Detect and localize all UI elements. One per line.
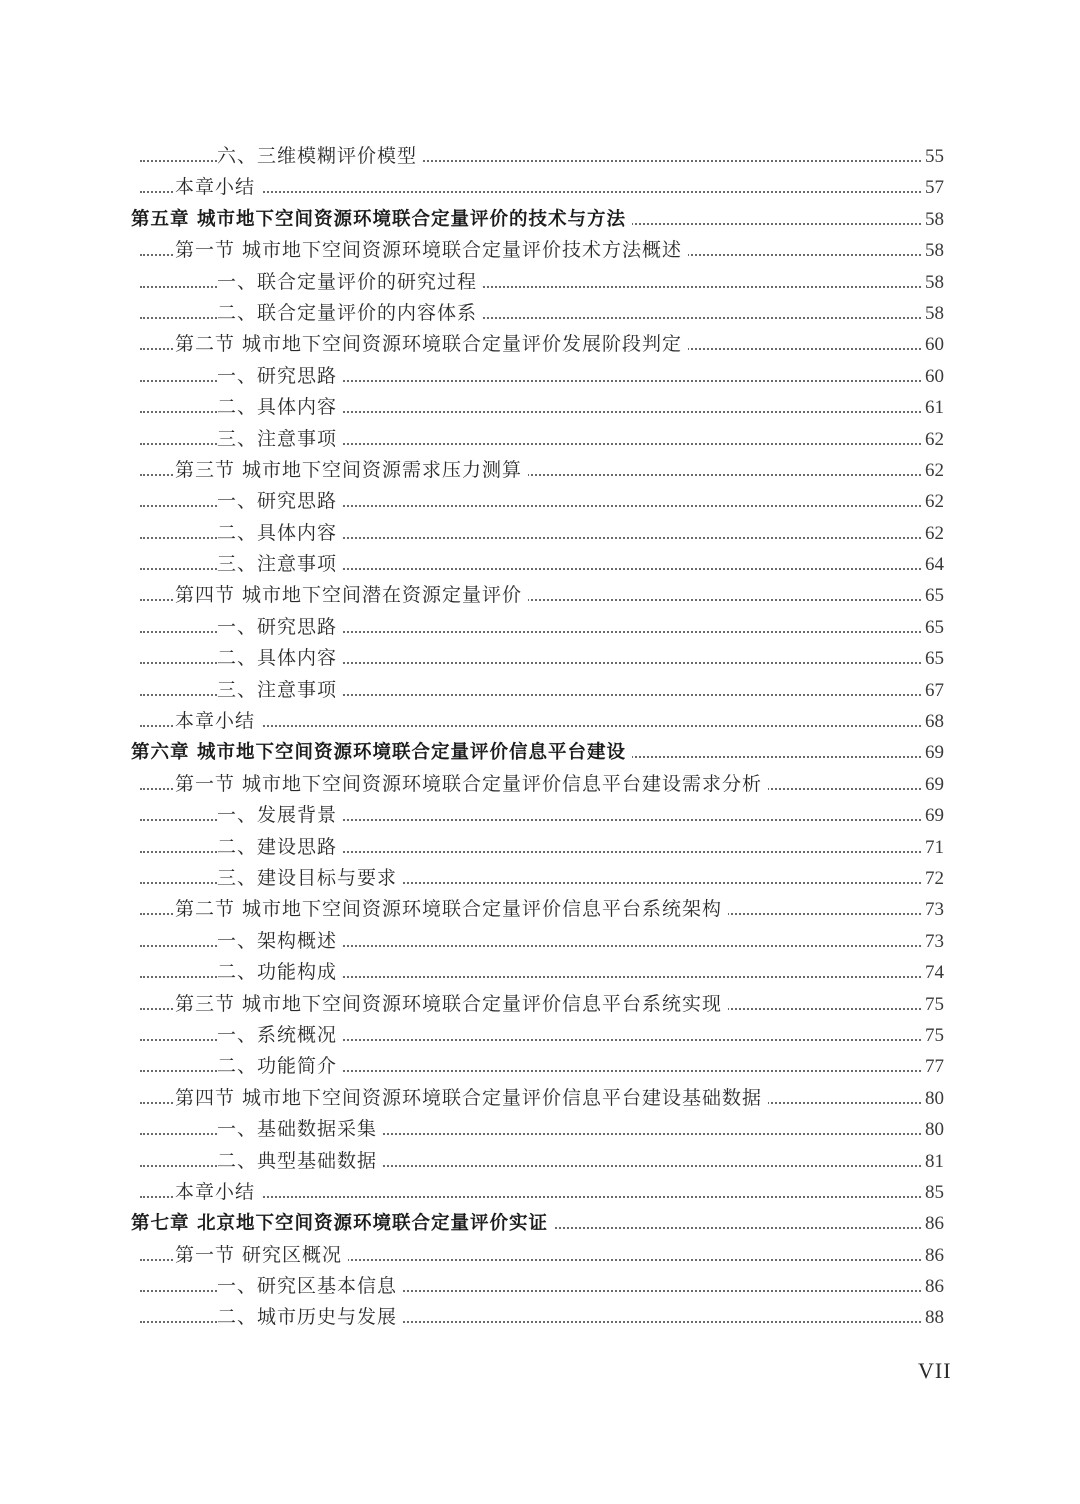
toc-entry-title: 第一节 城市地下空间资源环境联合定量评价信息平台建设需求分析	[175, 769, 768, 800]
toc-entry-title: 第一节 研究区概况	[175, 1240, 348, 1271]
toc-entry-title: 二、建设思路	[217, 832, 343, 863]
toc-entry-title: 本章小结	[175, 172, 261, 203]
toc-entry-page: 62	[921, 455, 944, 486]
toc-entry-section	[0, 1083, 1080, 1114]
toc-entry-chapter	[0, 737, 1080, 768]
toc-entry-title: 一、基础数据采集	[217, 1114, 383, 1145]
toc-entry-title: 本章小结	[175, 706, 261, 737]
toc-entry-title: 第六章 城市地下空间资源环境联合定量评价信息平台建设	[131, 737, 632, 768]
toc-entry-title: 二、典型基础数据	[217, 1146, 383, 1177]
toc-entry-title: 第四节 城市地下空间潜在资源定量评价	[175, 580, 528, 611]
toc-entry-page: 69	[921, 737, 944, 768]
toc-entry-title: 第二节 城市地下空间资源环境联合定量评价发展阶段判定	[175, 329, 688, 360]
toc-entry-page: 57	[921, 172, 944, 203]
toc-entry-title: 一、研究思路	[217, 361, 343, 392]
toc-entry-item	[0, 800, 1080, 831]
toc-entry-section	[0, 172, 1080, 203]
toc-entry-page: 62	[921, 424, 944, 455]
toc-entry-item	[0, 486, 1080, 517]
toc-entry-page: 62	[921, 486, 944, 517]
toc-entry-item	[0, 298, 1080, 329]
toc-entry-page: 58	[921, 298, 944, 329]
toc-entry-section	[0, 1240, 1080, 1271]
toc-entry-item	[0, 926, 1080, 957]
toc-entry-page: 75	[921, 989, 944, 1020]
toc-entry-title: 一、研究思路	[217, 612, 343, 643]
toc-entry-title: 一、发展背景	[217, 800, 343, 831]
toc-entry-title: 二、功能构成	[217, 957, 343, 988]
toc-entry-page: 69	[921, 769, 944, 800]
toc-entry-item	[0, 863, 1080, 894]
toc-entry-chapter	[0, 1208, 1080, 1239]
toc-entry-page: 65	[921, 612, 944, 643]
toc-entry-page: 75	[921, 1020, 944, 1051]
toc-entry-item	[0, 675, 1080, 706]
toc-entry-page: 64	[921, 549, 944, 580]
toc-entry-section	[0, 329, 1080, 360]
toc-entry-item	[0, 1302, 1080, 1333]
toc-entry-page: 69	[921, 800, 944, 831]
toc-entry-section	[0, 894, 1080, 925]
toc-entry-item	[0, 1051, 1080, 1082]
toc-entry-page: 73	[921, 926, 944, 957]
toc-entry-item	[0, 643, 1080, 674]
toc-entry-title: 二、联合定量评价的内容体系	[217, 298, 483, 329]
toc-entry-title: 第三节 城市地下空间资源环境联合定量评价信息平台系统实现	[175, 989, 728, 1020]
toc-entry-item	[0, 1020, 1080, 1051]
toc-entry-page: 71	[921, 832, 944, 863]
toc-entry-page: 65	[921, 580, 944, 611]
toc-entry-item	[0, 957, 1080, 988]
toc-entry-page: 77	[921, 1051, 944, 1082]
toc-entry-title: 本章小结	[175, 1177, 261, 1208]
folio-page-number: VII	[918, 1358, 952, 1383]
toc-entry-title: 二、城市历史与发展	[217, 1302, 403, 1333]
toc-entry-title: 六、三维模糊评价模型	[217, 141, 423, 172]
toc-entry-title: 一、联合定量评价的研究过程	[217, 267, 483, 298]
toc-entry-item	[0, 267, 1080, 298]
toc-entry-page: 62	[921, 518, 944, 549]
toc-entry-title: 二、具体内容	[217, 643, 343, 674]
toc-entry-page: 65	[921, 643, 944, 674]
toc-entry-page: 86	[921, 1240, 944, 1271]
toc-entry-title: 二、具体内容	[217, 518, 343, 549]
toc-entry-item	[0, 424, 1080, 455]
toc-entry-title: 三、注意事项	[217, 424, 343, 455]
toc-entry-item	[0, 392, 1080, 423]
toc-entry-title: 一、架构概述	[217, 926, 343, 957]
toc-entry-title: 一、系统概况	[217, 1020, 343, 1051]
toc-entry-title: 第三节 城市地下空间资源需求压力测算	[175, 455, 528, 486]
toc-entry-section	[0, 769, 1080, 800]
toc-entry-title: 第四节 城市地下空间资源环境联合定量评价信息平台建设基础数据	[175, 1083, 768, 1114]
toc-entry-section	[0, 706, 1080, 737]
toc-entry-title: 一、研究思路	[217, 486, 343, 517]
toc-entry-page: 72	[921, 863, 944, 894]
toc-entry-item	[0, 361, 1080, 392]
toc-entry-title: 二、功能简介	[217, 1051, 343, 1082]
toc-entry-item	[0, 1271, 1080, 1302]
toc-entry-title: 三、注意事项	[217, 549, 343, 580]
toc-entry-title: 第一节 城市地下空间资源环境联合定量评价技术方法概述	[175, 235, 688, 266]
toc-entry-page: 58	[921, 267, 944, 298]
toc-entry-chapter	[0, 204, 1080, 235]
toc-entry-page: 60	[921, 361, 944, 392]
toc-entry-title: 第五章 城市地下空间资源环境联合定量评价的技术与方法	[131, 204, 632, 235]
toc-entry-page: 80	[921, 1114, 944, 1145]
toc-entry-item	[0, 549, 1080, 580]
toc-entry-page: 58	[921, 204, 944, 235]
toc-entry-section	[0, 580, 1080, 611]
toc-entry-page: 60	[921, 329, 944, 360]
toc-entry-page: 85	[921, 1177, 944, 1208]
toc-entry-page: 55	[921, 141, 944, 172]
toc-entry-page: 86	[921, 1271, 944, 1302]
toc-entry-item	[0, 1146, 1080, 1177]
toc-entry-page: 86	[921, 1208, 944, 1239]
toc-entry-page: 81	[921, 1146, 944, 1177]
toc-entry-title: 第七章 北京地下空间资源环境联合定量评价实证	[131, 1208, 554, 1239]
toc-entry-item	[0, 141, 1080, 172]
toc-entry-item	[0, 518, 1080, 549]
toc-entry-title: 三、建设目标与要求	[217, 863, 403, 894]
toc-entry-item	[0, 1114, 1080, 1145]
toc-entry-page: 58	[921, 235, 944, 266]
toc-entry-item	[0, 832, 1080, 863]
toc-entry-page: 88	[921, 1302, 944, 1333]
toc-entry-title: 第二节 城市地下空间资源环境联合定量评价信息平台系统架构	[175, 894, 728, 925]
toc-entry-section	[0, 989, 1080, 1020]
toc-entry-page: 74	[921, 957, 944, 988]
table-of-contents	[0, 141, 1080, 1334]
toc-entry-title: 三、注意事项	[217, 675, 343, 706]
toc-entry-page: 67	[921, 675, 944, 706]
toc-entry-section	[0, 455, 1080, 486]
toc-entry-title: 一、研究区基本信息	[217, 1271, 403, 1302]
toc-entry-title: 二、具体内容	[217, 392, 343, 423]
toc-entry-page: 80	[921, 1083, 944, 1114]
toc-entry-page: 61	[921, 392, 944, 423]
toc-entry-page: 73	[921, 894, 944, 925]
toc-entry-page: 68	[921, 706, 944, 737]
toc-entry-item	[0, 612, 1080, 643]
toc-entry-section	[0, 235, 1080, 266]
toc-entry-section	[0, 1177, 1080, 1208]
